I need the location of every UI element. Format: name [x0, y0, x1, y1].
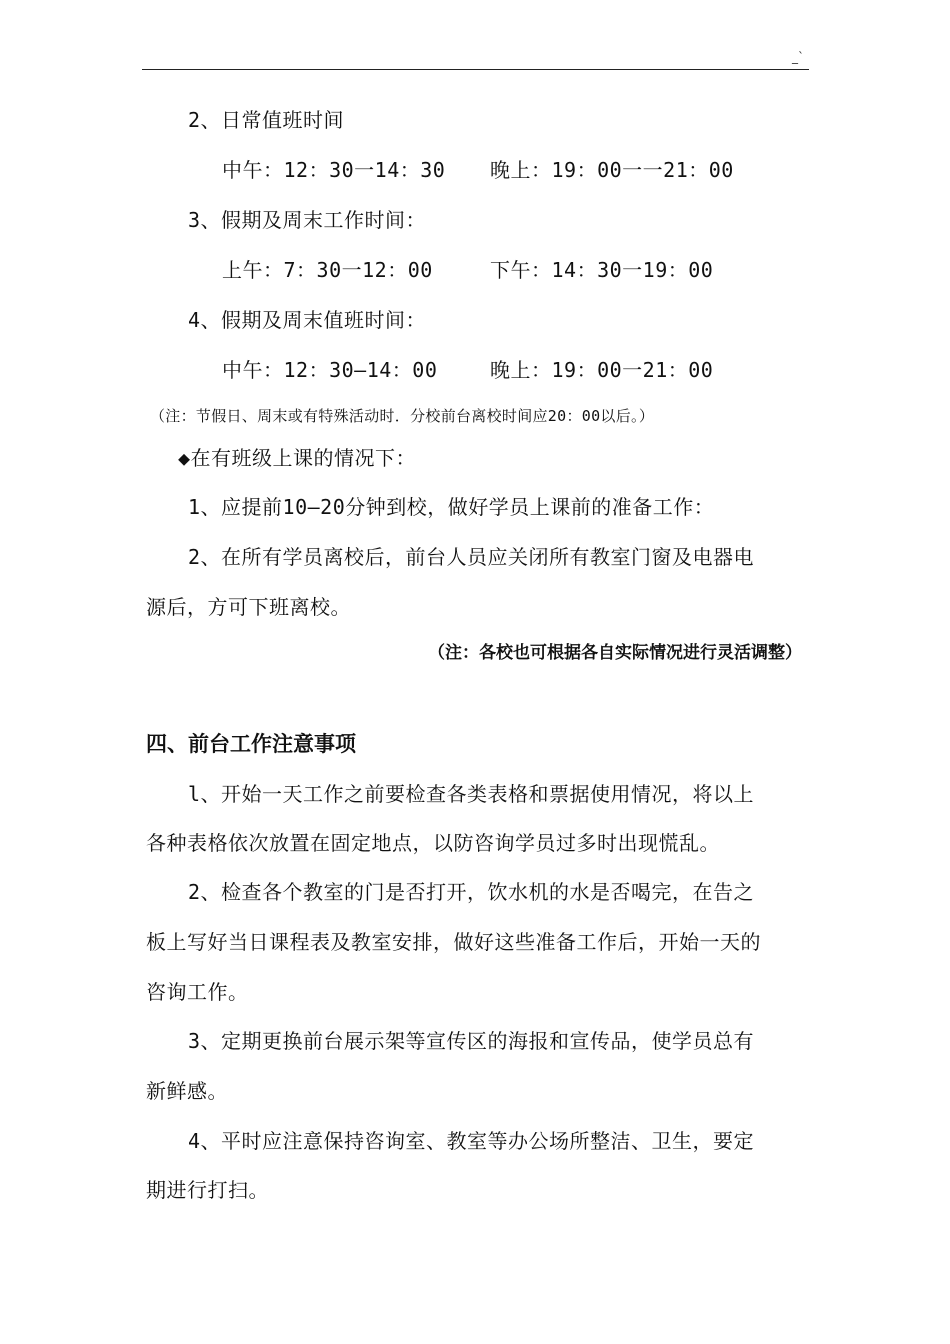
class-section-item2-line1: 2、在所有学员离校后，前台人员应关闭所有教室门窗及电器电: [188, 545, 755, 569]
header-corner-mark: _`: [792, 50, 804, 64]
class-section-intro: ◆在有班级上课的情况下：: [178, 446, 417, 470]
schedule-item3-morning: 上午：7：30一12：00: [222, 258, 433, 282]
section4-p4-line1: 4、平时应注意保持咨询室、教室等办公场所整洁、卫生，要定: [188, 1129, 755, 1153]
section4-p4-line2: 期进行打扫。: [146, 1178, 269, 1202]
class-section-item1: 1、应提前10—20分钟到校，做好学员上课前的准备工作：: [188, 495, 715, 519]
section4-p1-line1: l、开始一天工作之前要检查各类表格和票据使用情况，将以上: [188, 782, 755, 806]
section4-p2-line3: 咨询工作。: [146, 980, 249, 1004]
schedule-item3-title: 3、假期及周末工作时间：: [188, 208, 427, 232]
schedule-item2-title: 2、日常值班时间: [188, 108, 345, 132]
schedule-item4-title: 4、假期及周末值班时间：: [188, 308, 427, 332]
section4-p2-line1: 2、检查各个教室的门是否打开，饮水机的水是否喝完，在告之: [188, 880, 755, 904]
adjust-note: （注：各校也可根据各自实际情况进行灵活调整）: [428, 643, 802, 663]
schedule-item3-afternoon: 下午：14：30一19：00: [490, 258, 714, 282]
class-section-item2-line2: 源后，方可下班离校。: [146, 595, 351, 619]
section4-p1-line2: 各种表格依次放置在固定地点，以防咨询学员过多时出现慌乱。: [146, 831, 720, 855]
schedule-item4-noon: 中午：12：30—14：00: [222, 358, 438, 382]
schedule-item2-noon: 中午：12：30一14：30: [222, 158, 446, 182]
section4-p3-line2: 新鲜感。: [146, 1079, 228, 1103]
section4-p2-line2: 板上写好当日课程表及教室安排，做好这些准备工作后，开始一天的: [146, 930, 761, 954]
section4-p3-line1: 3、定期更换前台展示架等宣传区的海报和宣传品，使学员总有: [188, 1029, 755, 1053]
header-rule: [142, 69, 809, 70]
section4-heading: 四、前台工作注意事项: [146, 732, 356, 756]
schedule-item2-evening: 晚上：19：00一一21：00: [490, 158, 734, 182]
schedule-item4-evening: 晚上：19：00一21：00: [490, 358, 714, 382]
schedule-note: （注：节假日、周末或有特殊活动时．分校前台离校时间应20：00以后。）: [150, 407, 655, 425]
